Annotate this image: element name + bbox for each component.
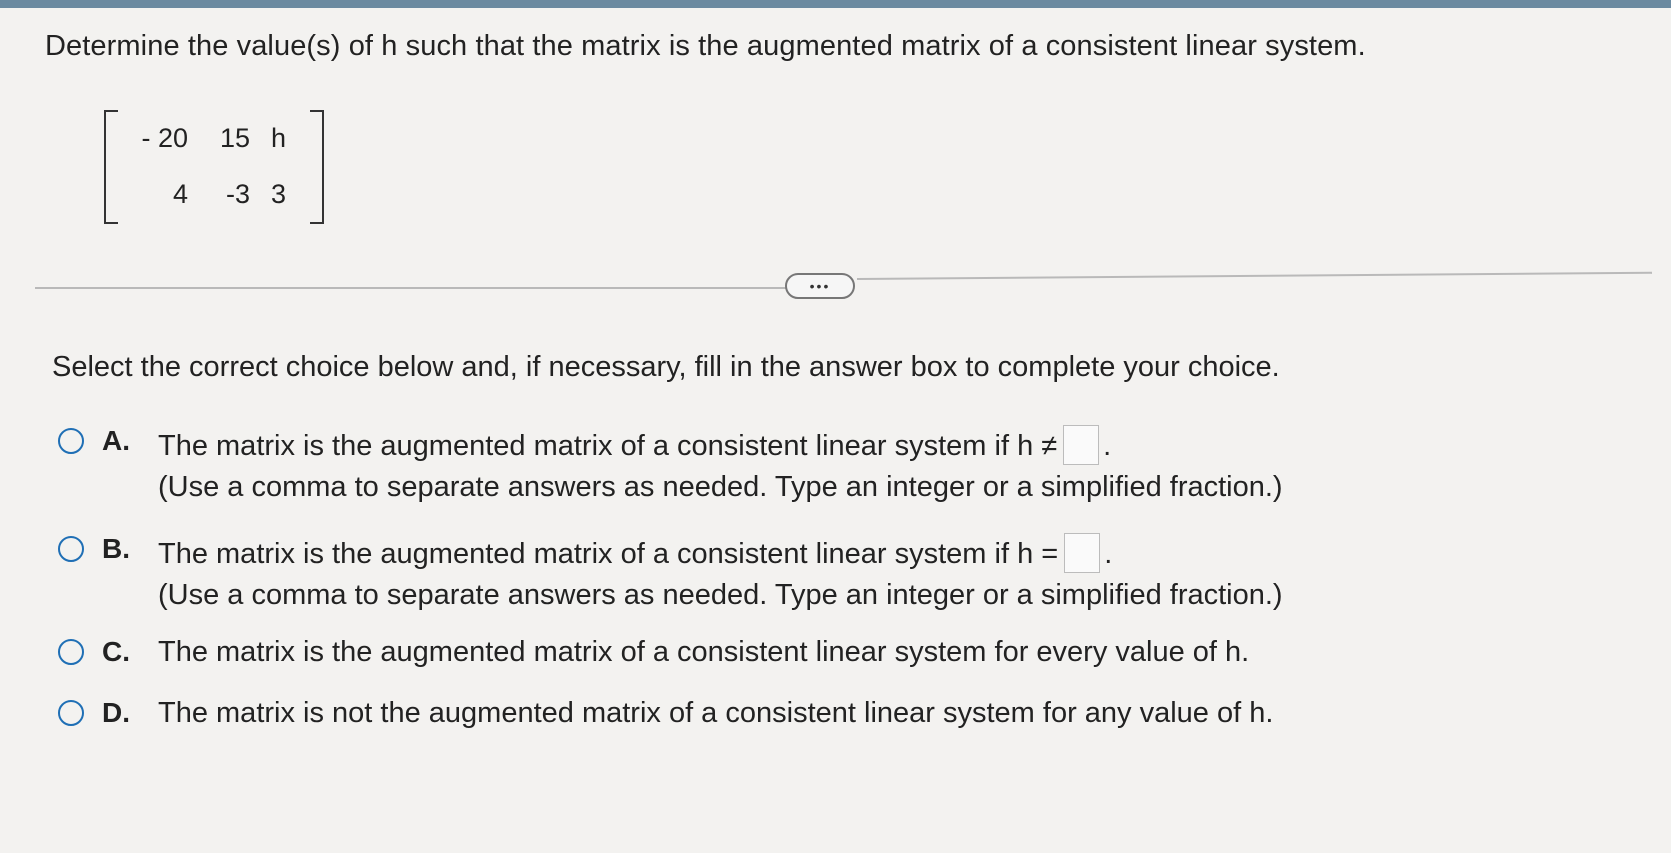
section-divider xyxy=(35,287,788,289)
answer-box-b[interactable] xyxy=(1064,533,1100,573)
matrix-cell: 4 xyxy=(172,178,188,209)
choice-letter: A. xyxy=(102,425,130,456)
choice-text xyxy=(158,425,1111,465)
expand-more-button[interactable]: ••• xyxy=(785,273,855,299)
radio-button-c[interactable] xyxy=(58,639,84,665)
radio-button-a[interactable] xyxy=(58,428,84,454)
choice-letter: B. xyxy=(102,533,130,564)
choice-text xyxy=(158,533,1112,573)
section-divider xyxy=(857,272,1652,280)
choice-statement: The matrix is the augmented matrix of a consistent linear system if h = xyxy=(158,538,1059,570)
radio-button-d[interactable] xyxy=(58,700,84,726)
matrix-cell: h xyxy=(270,122,286,153)
choice-statement: The matrix is the augmented matrix of a consistent linear system if h ≠ xyxy=(158,430,1058,462)
matrix-cell: - 20 xyxy=(141,122,188,153)
trailing-period: . xyxy=(1103,430,1112,462)
radio-button-b[interactable] xyxy=(58,536,84,562)
choice-text: The matrix is the augmented matrix of a consistent linear system for every value of h. xyxy=(158,636,1250,668)
right-bracket xyxy=(310,110,324,224)
top-strip xyxy=(0,0,1671,8)
answer-box-a[interactable] xyxy=(1063,425,1099,465)
choice-letter: D. xyxy=(102,697,130,728)
matrix-cell: 3 xyxy=(270,178,286,209)
choice-text: The matrix is not the augmented matrix of a consistent linear system for any value of h. xyxy=(158,697,1274,729)
choice-letter: C. xyxy=(102,636,130,667)
left-bracket xyxy=(104,110,118,224)
matrix-cell: 15 xyxy=(219,122,250,153)
augmented-matrix xyxy=(104,110,324,222)
choice-hint: (Use a comma to separate answers as needed. Type an integer or a simplified fraction.) xyxy=(158,471,1283,503)
trailing-period: . xyxy=(1104,538,1113,570)
matrix-cell: -3 xyxy=(225,178,250,209)
matrix-grid xyxy=(134,110,290,222)
choice-hint: (Use a comma to separate answers as needed. Type an integer or a simplified fraction.) xyxy=(158,579,1283,611)
instruction-text: Select the correct choice below and, if necessary, fill in the answer box to complete your choice. xyxy=(52,351,1280,383)
question-text: Determine the value(s) of h such that the matrix is the augmented matrix of a consistent linear system. xyxy=(45,30,1366,62)
